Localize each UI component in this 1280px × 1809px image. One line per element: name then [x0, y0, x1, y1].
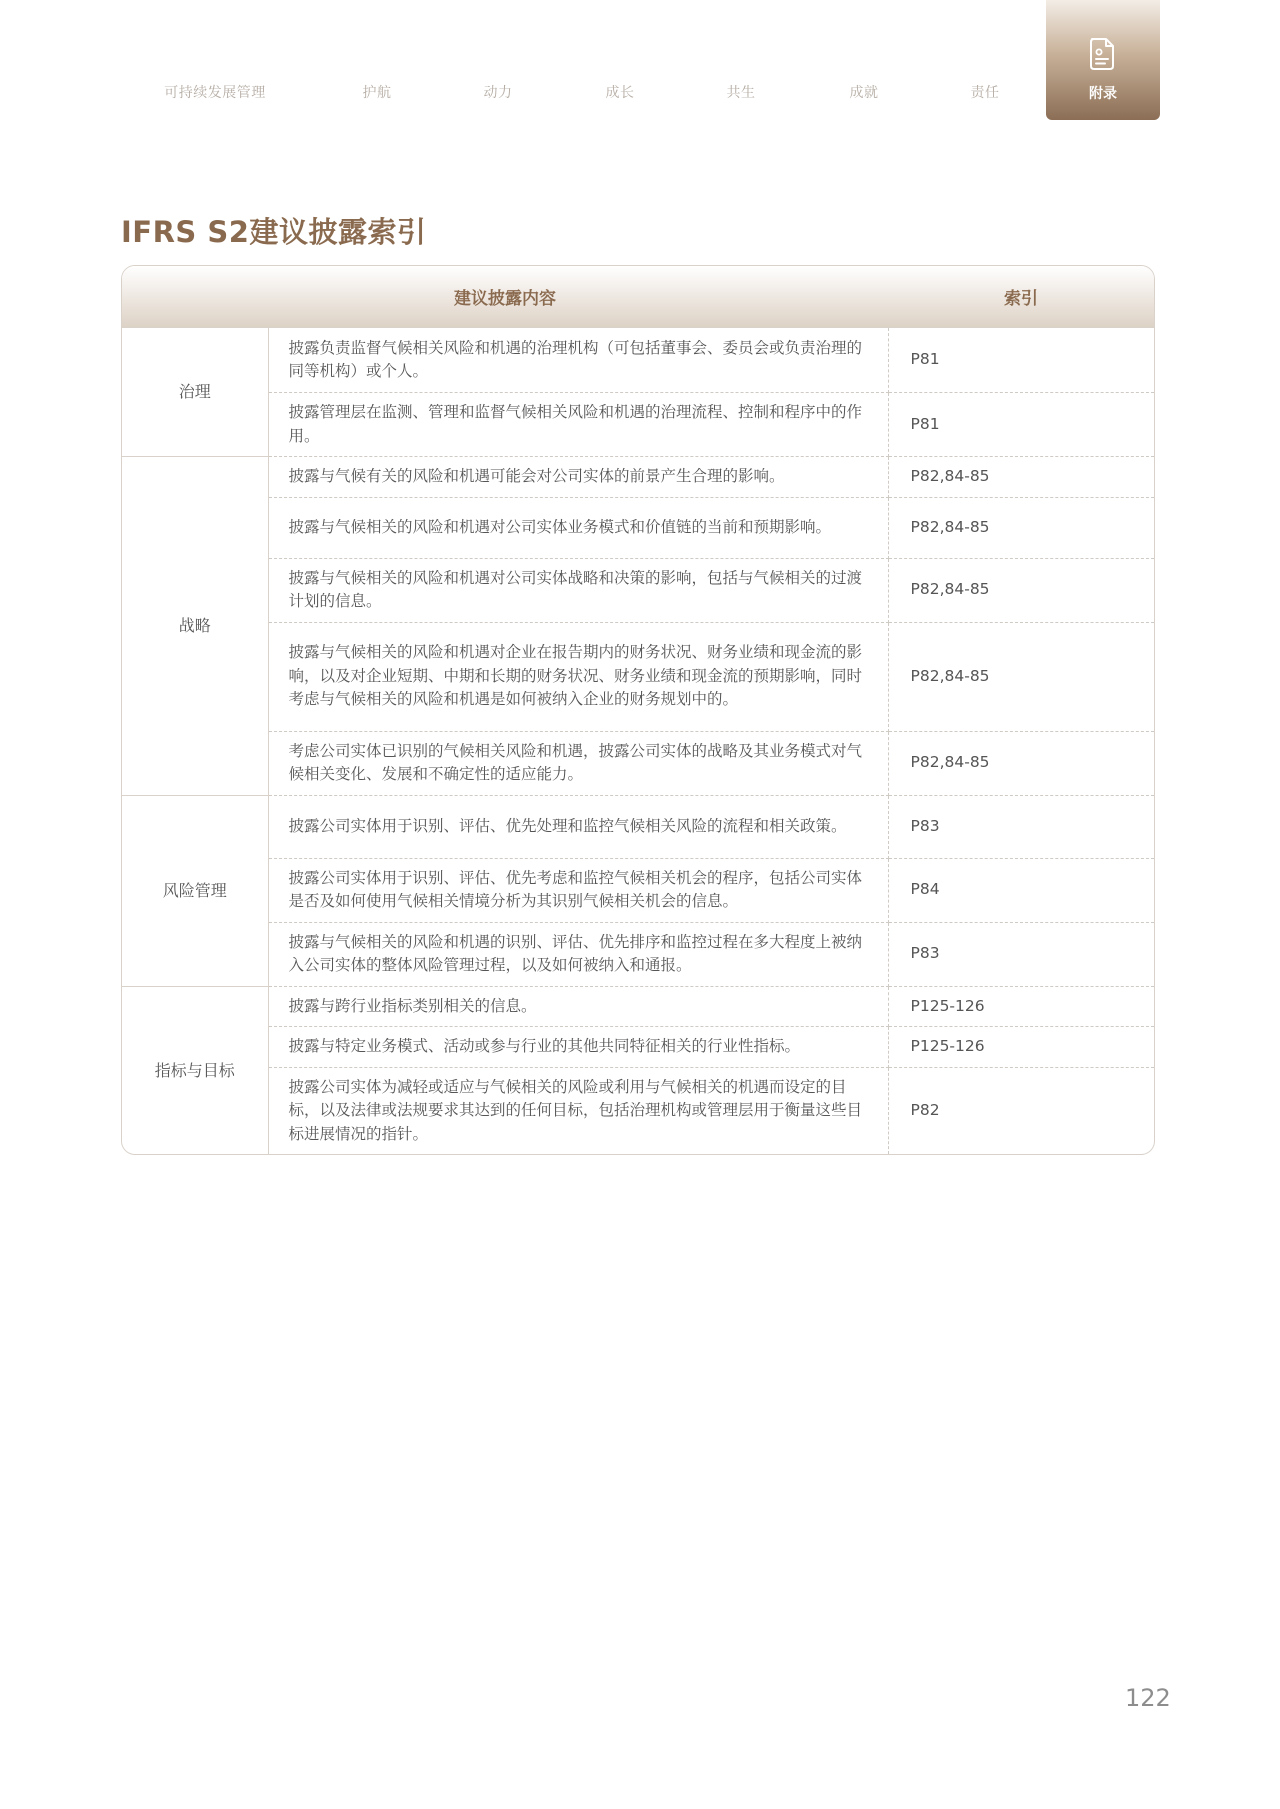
table-row: [122, 622, 1154, 731]
disclosure-index: P82,84-85: [888, 497, 1154, 558]
disclosure-content: 披露公司实体为减轻或适应与气候相关的风险或利用与气候相关的机遇而设定的目标，以及法律或法规要求其达到的任何目标，包括治理机构或管理层用于衡量这些目标进展情况的指针。: [268, 1067, 888, 1154]
disclosure-content: 披露与跨行业指标类别相关的信息。: [268, 986, 888, 1027]
disclosure-content: 披露公司实体用于识别、评估、优先处理和监控气候相关风险的流程和相关政策。: [268, 795, 888, 858]
disclosure-index: P82,84-85: [888, 457, 1154, 498]
disclosure-content: 披露与气候相关的风险和机遇对公司实体战略和决策的影响，包括与气候相关的过渡计划的信息。: [268, 558, 888, 622]
disclosure-content: 披露负责监督气候相关风险和机遇的治理机构（可包括董事会、委员会或负责治理的同等机构）或个人。: [268, 328, 888, 393]
nav-item-appendix[interactable]: [1046, 0, 1160, 120]
table-row: [122, 731, 1154, 795]
top-navigation: [0, 0, 1280, 130]
disclosure-index: P83: [888, 922, 1154, 986]
nav-item-achievement[interactable]: 成就: [849, 85, 879, 101]
nav-item-sustainability[interactable]: 可持续发展管理: [164, 85, 266, 101]
disclosure-content: 披露与气候相关的风险和机遇对企业在报告期内的财务状况、财务业绩和现金流的影响，以及对企业短期、中期和长期的财务状况、财务业绩和现金流的预期影响，同时考虑与气候相关的风险和机遇是如何被纳入企业的财务规划中的。: [268, 622, 888, 731]
disclosure-content: 考虑公司实体已识别的气候相关风险和机遇，披露公司实体的战略及其业务模式对气候相关变化、发展和不确定性的适应能力。: [268, 731, 888, 795]
table-row: [122, 795, 1154, 858]
table-row: [122, 497, 1154, 558]
category-metrics-targets: 指标与目标: [122, 986, 268, 1154]
document-icon: [1086, 37, 1118, 71]
disclosure-index: P82,84-85: [888, 622, 1154, 731]
nav-item-responsibility[interactable]: 责任: [970, 85, 1000, 101]
disclosure-content: 披露管理层在监测、管理和监督气候相关风险和机遇的治理流程、控制和程序中的作用。: [268, 393, 888, 457]
nav-item-escort[interactable]: 护航: [362, 85, 392, 101]
disclosure-content: 披露与气候相关的风险和机遇对公司实体业务模式和价值链的当前和预期影响。: [268, 497, 888, 558]
header-index: 索引: [888, 266, 1154, 328]
nav-item-symbiosis[interactable]: 共生: [726, 85, 756, 101]
nav-item-appendix-label: 附录: [1089, 86, 1117, 102]
disclosure-content: 披露与特定业务模式、活动或参与行业的其他共同特征相关的行业性指标。: [268, 1027, 888, 1068]
table-row: [122, 457, 1154, 498]
disclosure-index: P125-126: [888, 986, 1154, 1027]
table-row: [122, 393, 1154, 457]
disclosure-content: 披露与气候有关的风险和机遇可能会对公司实体的前景产生合理的影响。: [268, 457, 888, 498]
table-row: [122, 858, 1154, 922]
table-row: [122, 922, 1154, 986]
table-row: [122, 986, 1154, 1027]
disclosure-content: 披露与气候相关的风险和机遇的识别、评估、优先排序和监控过程在多大程度上被纳入公司实体的整体风险管理过程，以及如何被纳入和通报。: [268, 922, 888, 986]
category-strategy: 战略: [122, 457, 268, 796]
disclosure-index: P82,84-85: [888, 558, 1154, 622]
disclosure-index: P81: [888, 328, 1154, 393]
table-row: [122, 1027, 1154, 1068]
table-row: [122, 558, 1154, 622]
disclosure-index: P125-126: [888, 1027, 1154, 1068]
page-title: IFRS S2建议披露索引: [121, 215, 427, 249]
disclosure-index: P82,84-85: [888, 731, 1154, 795]
disclosure-index: P84: [888, 858, 1154, 922]
page-number: 122: [1125, 1684, 1171, 1712]
disclosure-index-table: [121, 265, 1155, 1155]
table-row: [122, 1067, 1154, 1154]
table-header-row: [122, 266, 1154, 328]
disclosure-index: P83: [888, 795, 1154, 858]
disclosure-index: P82: [910, 1101, 940, 1119]
nav-item-power[interactable]: 动力: [483, 85, 513, 101]
category-governance: 治理: [122, 328, 268, 457]
disclosure-index: P81: [888, 393, 1154, 457]
table-row: [122, 328, 1154, 393]
nav-item-growth[interactable]: 成长: [605, 85, 635, 101]
disclosure-content: 披露公司实体用于识别、评估、优先考虑和监控气候相关机会的程序，包括公司实体是否及如何使用气候相关情境分析为其识别气候相关机会的信息。: [268, 858, 888, 922]
header-content: 建议披露内容: [122, 266, 888, 328]
category-risk-management: 风险管理: [122, 795, 268, 986]
